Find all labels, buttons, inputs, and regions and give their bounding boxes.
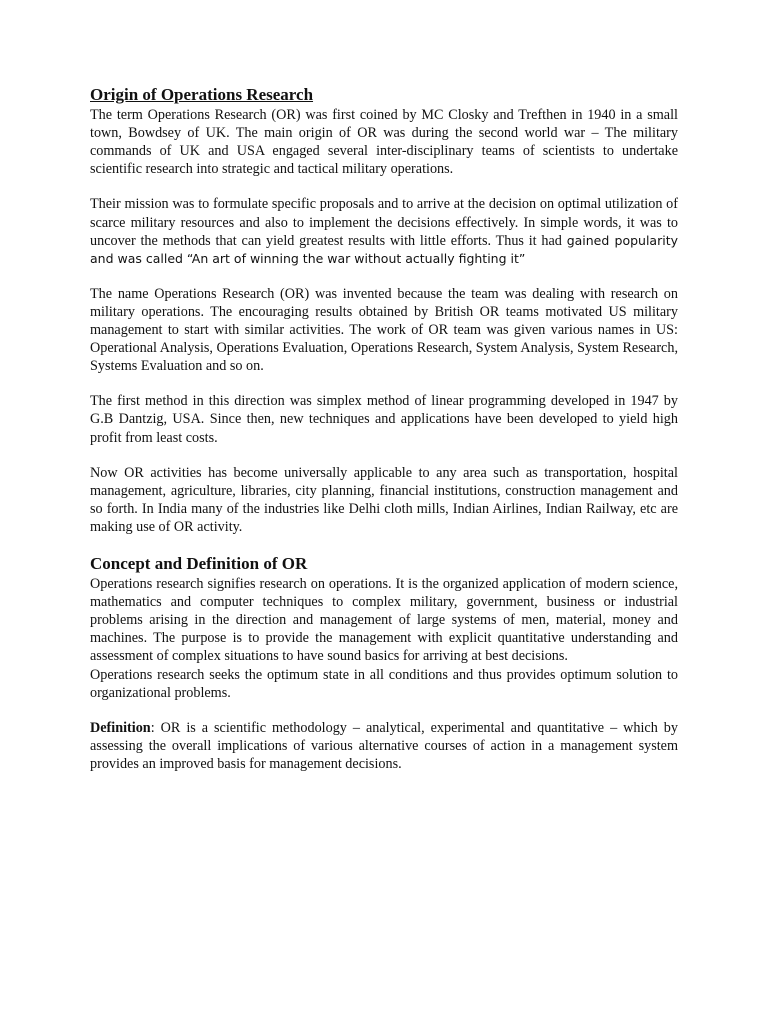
section-title-origin: Origin of Operations Research — [90, 85, 314, 104]
paragraph-origin-2-text: Their mission was to formulate specific proposals and to arrive at the decision on optimal utilization of scarce military resources and also to implement the decisions effectively. In simple words, it was to uncover the methods that can yield greatest results with little efforts. Thus it had — [90, 196, 678, 249]
paragraph-origin-4: The first method in this direction was simplex method of linear programming developed in 1947 by G.B Dantzig, USA. Since then, new techniques and applications have been developed to yield high profit from least costs. — [90, 393, 678, 446]
definition-text: : OR is a scientific methodology – analytical, experimental and quantitative – which by assessing the overall implications of various alternative courses of action in a management system provides an improved basis for management decisions. — [90, 719, 678, 772]
paragraph-concept-2: Operations research seeks the optimum state in all conditions and thus provides optimum solution to organizational problems. — [90, 666, 678, 701]
paragraph-origin-2 — [90, 195, 678, 267]
paragraph-origin-1: The term Operations Research (OR) was first coined by MC Closky and Trefthen in 1940 in a small town, Bowdsey of UK. The main origin of OR was during the second world war – The military commands of UK and USA engaged several inter-disciplinary teams of scientists to undertake scientific research into strategic and tactical military operations. — [90, 107, 678, 178]
paragraph-concept-1: Operations research signifies research on operations. It is the organized application of modern science, mathematics and computer techniques to complex military, government, business or industrial problems arising in the direction and management of large systems of men, material, money and machines. The purpose is to provide the management with explicit quantitative understanding and assessment of complex situations to have sound basics for arriving at best decisions. — [90, 576, 678, 665]
document-page — [90, 84, 678, 790]
paragraph-definition — [90, 719, 678, 773]
paragraph-origin-2-quote: gained popularity and was called “An art of winning the war without actually fighting it” — [90, 232, 679, 266]
paragraph-origin-5: Now OR activities has become universally applicable to any area such as transportation, hospital management, agriculture, libraries, city planning, financial institutions, construction management and so forth. In India many of the industries like Delhi cloth mills, Indian Airlines, Indian Railway, etc are making use of OR activity. — [90, 464, 678, 535]
section-title-concept: Concept and Definition of OR — [90, 553, 308, 573]
paragraph-origin-3: The name Operations Research (OR) was invented because the team was dealing with research on military operations. The encouraging results obtained by British OR teams motivated US military management to start with similar activities. The work of OR team was given various names in US: Operational Analysis, Operations Evaluation, Operations Research, System Analysis, System Research, Systems Evaluation and so on. — [90, 285, 678, 375]
definition-label: Definition — [90, 719, 151, 736]
